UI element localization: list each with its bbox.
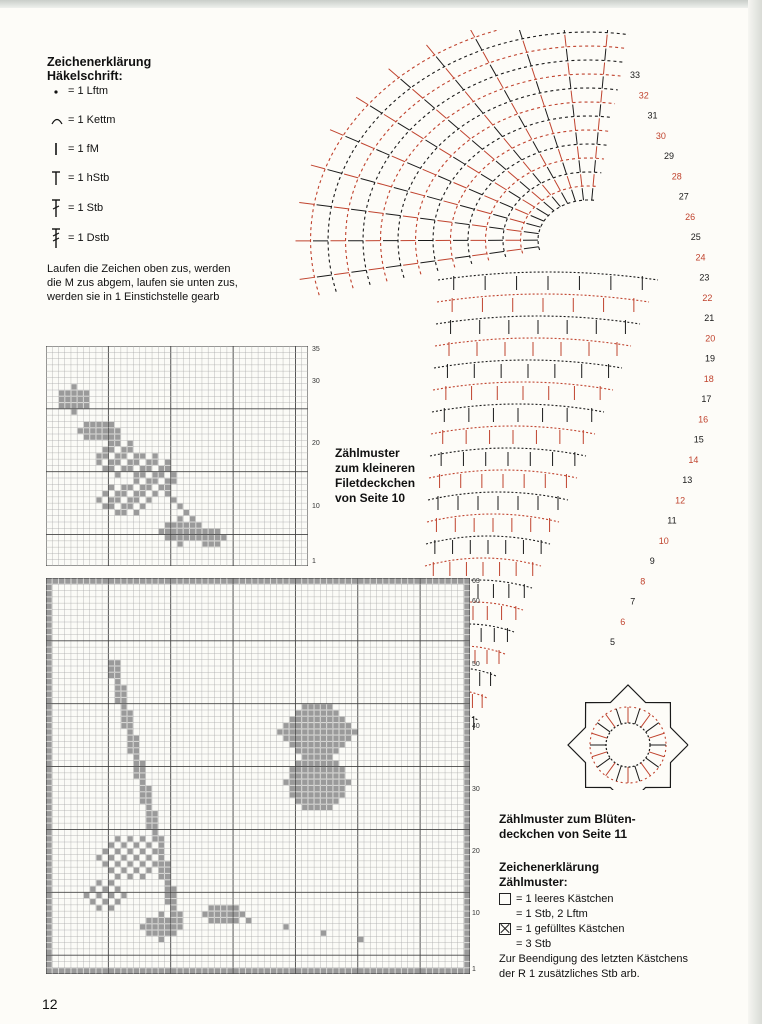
round-label: 11 bbox=[667, 515, 677, 526]
page-number: 12 bbox=[42, 996, 58, 1012]
round-label: 22 bbox=[702, 292, 713, 303]
legend-filled-meaning: = 3 Stb bbox=[516, 938, 552, 950]
legend-filled-box-row: = 1 gefülltes Kästchen bbox=[499, 922, 688, 937]
empty-box-icon bbox=[499, 893, 511, 905]
round-label: 20 bbox=[705, 333, 716, 344]
filet-chart-small bbox=[46, 346, 308, 566]
round-label: 32 bbox=[638, 90, 649, 101]
top-edge bbox=[0, 0, 762, 8]
legend-item-stb: = 1 Stb bbox=[50, 197, 103, 219]
legend-item-hstb: = 1 hStb bbox=[50, 167, 109, 189]
axis-label: 20 bbox=[472, 848, 480, 855]
round-label: 30 bbox=[655, 130, 666, 141]
legend-empty-box-row: = 1 leeres Kästchen bbox=[499, 892, 688, 907]
legend-item-dstb: = 1 Dstb bbox=[50, 227, 109, 249]
legend-empty-meaning: = 1 Stb, 2 Lftm bbox=[516, 908, 588, 920]
legend-note: Laufen die Zeichen oben zus, werden die M zus abgem, laufen sie unten zus, werden sie in 1 Einstichstelle gearb bbox=[47, 263, 238, 303]
round-label: 33 bbox=[630, 70, 641, 80]
round-label: 28 bbox=[671, 171, 682, 182]
round-label: 19 bbox=[705, 353, 716, 364]
round-label: 31 bbox=[647, 110, 658, 121]
arc-icon bbox=[50, 114, 68, 126]
axis-label: 35 bbox=[312, 346, 320, 353]
round-label: 6 bbox=[620, 616, 626, 627]
legend-note-line: Zur Beendigung des letzten Kästchens bbox=[499, 953, 688, 965]
round-label: 23 bbox=[699, 272, 710, 283]
axis-label: 10 bbox=[472, 910, 480, 917]
round-label: 13 bbox=[682, 475, 693, 485]
round-label: 14 bbox=[688, 454, 699, 465]
filet-chart-large bbox=[46, 578, 470, 974]
dot-icon bbox=[50, 85, 68, 97]
axis-label: 1 bbox=[312, 558, 316, 565]
filled-box-icon bbox=[499, 923, 511, 935]
round-label: 8 bbox=[640, 576, 646, 587]
caption-large-chart: Zählmuster zum Blüten- deckchen von Seite 11 bbox=[499, 812, 636, 841]
axis-label: 63 bbox=[472, 578, 480, 585]
round-label: 9 bbox=[649, 556, 655, 566]
round-label: 7 bbox=[630, 596, 636, 607]
round-label: 29 bbox=[664, 151, 675, 161]
axis-label: 10 bbox=[312, 503, 320, 510]
bar-icon bbox=[50, 141, 68, 157]
round-label: 5 bbox=[610, 637, 616, 647]
round-label: 15 bbox=[693, 434, 704, 445]
legend-bottom bbox=[499, 892, 688, 982]
legend-note-line: der R 1 zusätzliches Stb arb. bbox=[499, 968, 640, 980]
axis-label: 20 bbox=[312, 440, 320, 447]
axis-label: 50 bbox=[472, 661, 480, 668]
legend-item-lftm: = 1 Lftm bbox=[50, 80, 108, 102]
round-label: 26 bbox=[685, 211, 696, 222]
round-label: 25 bbox=[690, 232, 701, 242]
legend-title: Zeichenerklärung Häkelschrift: bbox=[47, 55, 152, 83]
axis-label: 30 bbox=[472, 786, 480, 793]
page-edge bbox=[748, 0, 762, 1024]
round-label: 12 bbox=[675, 495, 686, 506]
axis-label: 40 bbox=[472, 723, 480, 730]
round-label: 16 bbox=[698, 414, 709, 425]
round-label: 24 bbox=[695, 252, 706, 263]
legend-item-fm: = 1 fM bbox=[50, 138, 99, 160]
legend-item-kettm: = 1 Kettm bbox=[50, 109, 115, 131]
round-label: 10 bbox=[658, 535, 669, 546]
round-label: 17 bbox=[701, 394, 712, 404]
cross-bar-icon bbox=[50, 197, 68, 219]
axis-label: 30 bbox=[312, 378, 320, 385]
double-cross-bar-icon bbox=[50, 226, 68, 250]
axis-label: 60 bbox=[472, 598, 480, 605]
t-bar-icon bbox=[50, 169, 68, 187]
axis-label: 1 bbox=[472, 966, 476, 973]
caption-small-chart: Zählmuster zum kleineren Filetdeckchen von Seite 10 bbox=[335, 446, 416, 505]
round-label: 18 bbox=[703, 373, 714, 384]
legend-bottom-title: Zeichenerklärung Zählmuster: bbox=[499, 860, 600, 889]
round-label: 27 bbox=[678, 191, 689, 202]
round-label: 21 bbox=[704, 313, 715, 323]
